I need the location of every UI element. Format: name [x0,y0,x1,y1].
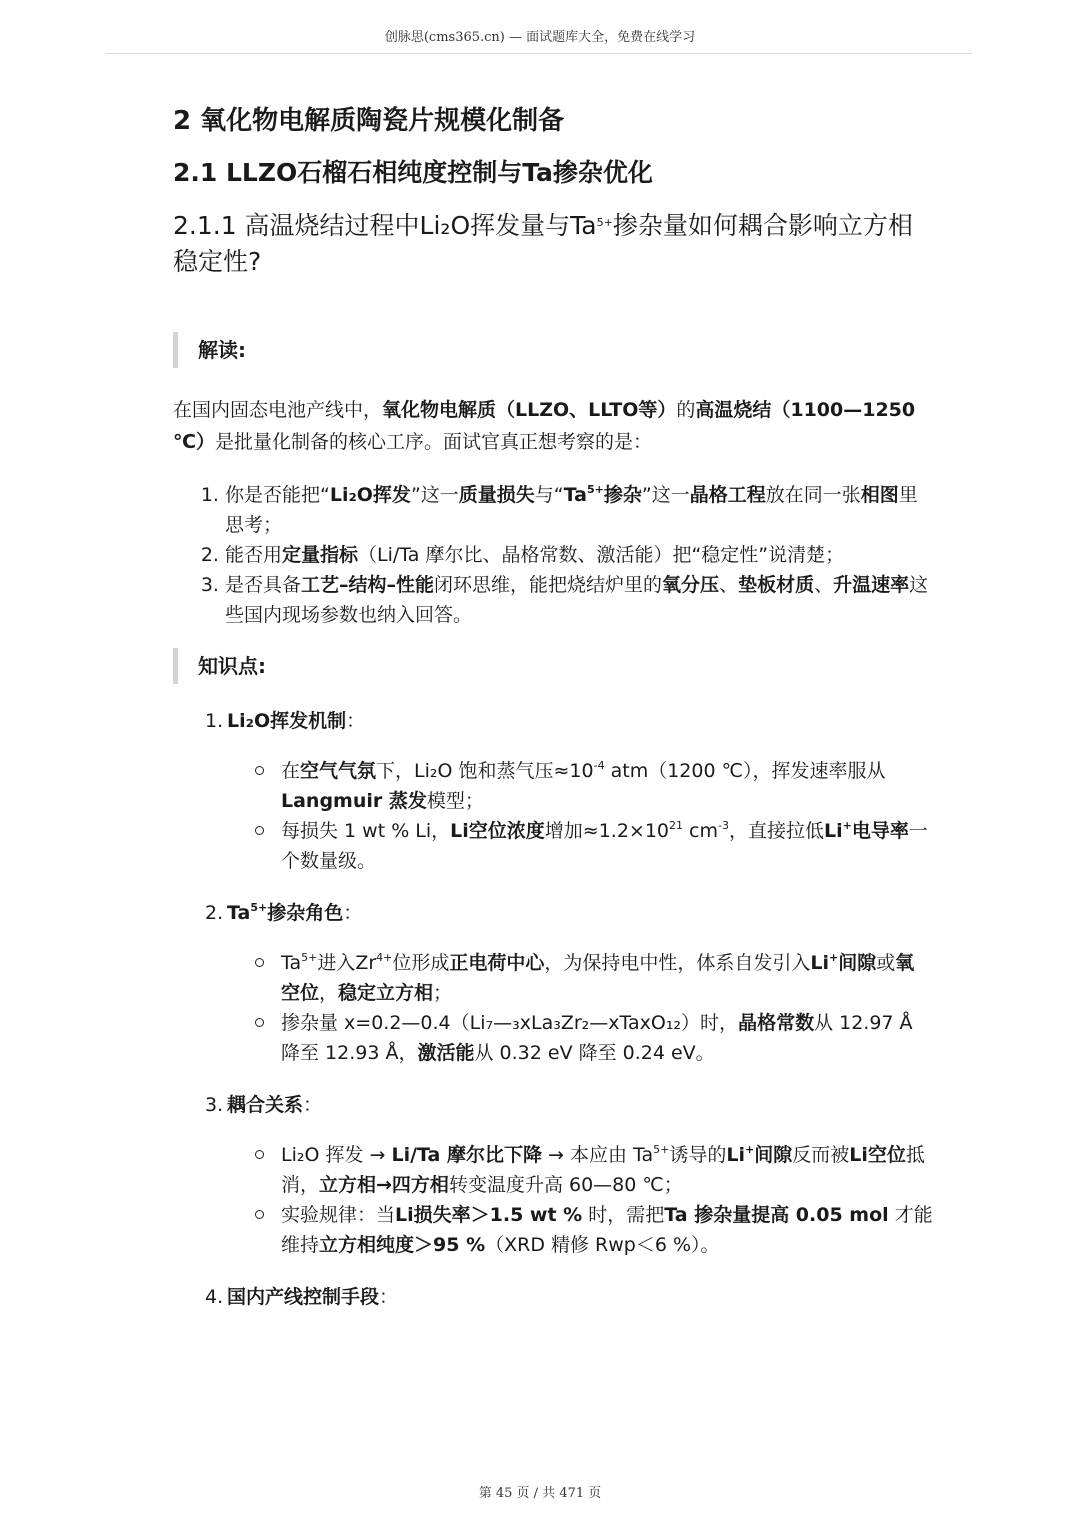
interpret-point: 3. 是否具备工艺–结构–性能闭环思维，能把烧结炉里的氧分压、垫板材质、升温速率这些国内现场参数也纳入回答。 [225,570,933,630]
knowledge-subpoint: 每损失 1 wt % Li，Li空位浓度增加$\approx 1.2\times 10^{21}$ $cm^{-3}$，直接拉低Li+电导率一个数量级。 [255,816,933,876]
knowledge-point-title: 2. $Ta^{5+}$掺杂角色： [205,901,363,924]
section-heading: 2 氧化物电解质陶瓷片规模化制备 [173,106,565,136]
question-heading: 2.1.1 高温烧结过程中Li₂O挥发量与$Ta^{5+}$掺杂量如何耦合影响立方相稳定性? [173,211,913,276]
document-content [173,100,933,1334]
interpret-point: 2. 能否用定量指标（Li/Ta 摩尔比、晶格常数、激活能）把“稳定性”说清楚； [225,540,933,570]
interpret-points [173,480,933,630]
knowledge-point [205,706,933,876]
interpret-heading: 解读: [173,332,933,368]
knowledge-heading: 知识点: [173,648,933,684]
knowledge-subpoint: 在空气气氛下，Li₂O 饱和蒸气压$\approx 10^{-4}$ atm（1200 ℃），挥发速率服从Langmuir 蒸发模型； [255,756,933,816]
knowledge-point [205,898,933,1068]
knowledge-subpoint: Li₂O 挥发 → Li/Ta 摩尔比下降 → 本应由 $Ta^{5+}$诱导的Li+间隙反而被Li空位抵消，立方相→四方相转变温度升高 60—80 ℃； [255,1140,933,1200]
knowledge-point-title: 3. 耦合关系： [205,1094,323,1116]
subsection-heading: 2.1 LLZO石榴石相纯度控制与Ta掺杂优化 [173,158,653,187]
interpret-intro: 在国内固态电池产线中，氧化物电解质（LLZO、LLTO等）的高温烧结（1100—1250 ℃）是批量化制备的核心工序。面试官真正想考察的是： [173,399,916,453]
page-header: 创脉思(cms365.cn) — 面试题库大全，免费在线学习 [384,30,696,45]
interpret-point: 1. 你是否能把“Li₂O挥发”这一质量损失与“$Ta^{5+}$掺杂”这一晶格工程放在同一张相图里思考； [225,480,933,540]
knowledge-point [205,1090,933,1260]
knowledge-point-title: 4. 国内产线控制手段： [205,1286,399,1308]
knowledge-subpoint: 掺杂量 x=0.2—0.4（Li₇—₃xLa₃Zr₂—xTaxO₁₂）时，晶格常数从 12.97 Å 降至 12.93 Å，激活能从 0.32 eV 降至 0.24 eV。 [255,1008,933,1068]
knowledge-subpoint: $Ta^{5+}$进入$Zr^{4+}$位形成正电荷中心，为保持电中性，体系自发引入Li+间隙或氧空位，稳定立方相； [255,948,933,1008]
knowledge-subpoint: 实验规律：当Li损失率＞1.5 wt % 时，需把Ta 掺杂量提高 0.05 mol 才能维持立方相纯度＞95 %（XRD 精修 Rwp＜6 %）。 [255,1200,933,1260]
knowledge-list [173,706,933,1312]
page-footer: 第 45 页 / 共 471 页 [478,1486,602,1501]
knowledge-point-title: 1. Li₂O挥发机制： [205,710,366,732]
header-divider [106,53,972,54]
knowledge-point [205,1282,933,1312]
